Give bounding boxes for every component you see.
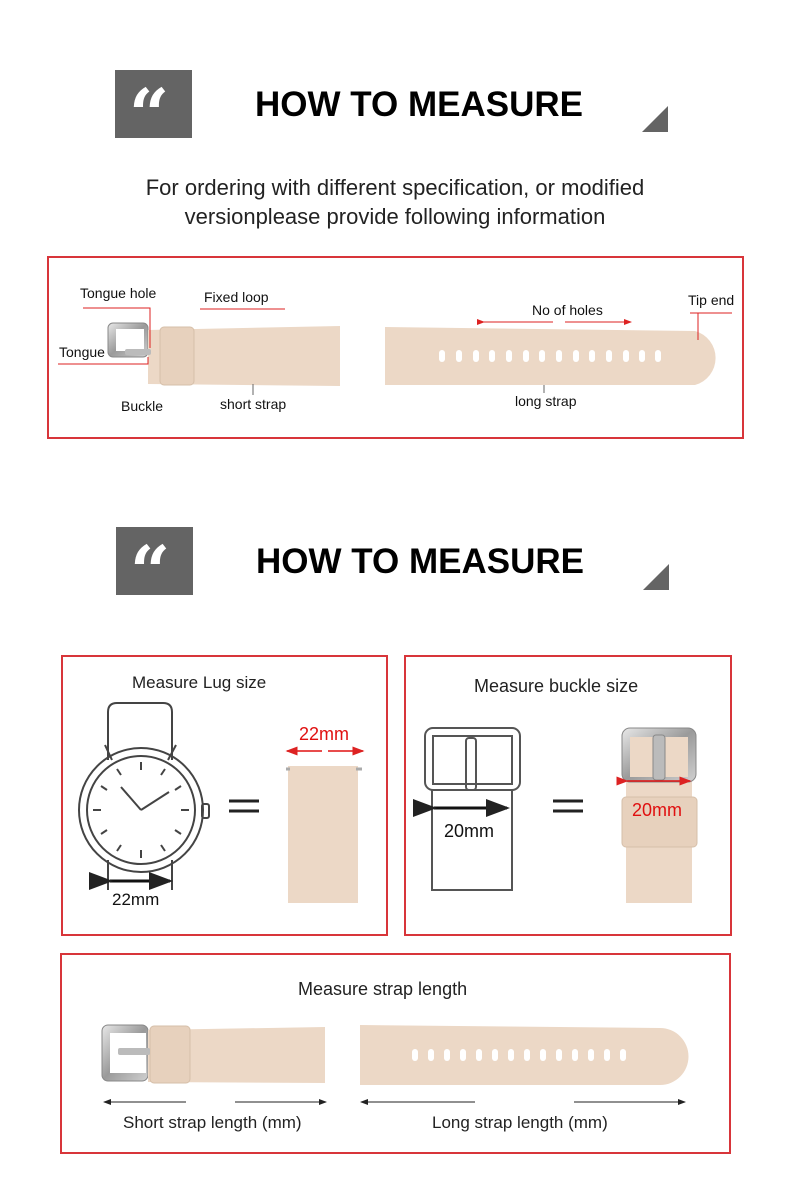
lug-size-box bbox=[61, 655, 388, 936]
watch-width-label: 22mm bbox=[112, 890, 160, 909]
buckle-size-box bbox=[404, 655, 732, 936]
strap-length-title: Measure strap length bbox=[298, 979, 468, 999]
section-title: HOW TO MEASURE bbox=[256, 542, 584, 581]
label-no-of-holes: No of holes bbox=[532, 302, 603, 318]
section-title: HOW TO MEASURE bbox=[255, 85, 583, 124]
label-long-strap: long strap bbox=[515, 393, 577, 409]
buckle-outline-width-label: 20mm bbox=[444, 821, 495, 841]
buckle-title: Measure buckle size bbox=[474, 676, 639, 696]
short-strap-length-label: Short strap length (mm) bbox=[123, 1113, 302, 1132]
quote-icon: “ bbox=[130, 530, 171, 613]
strap-width-label: 22mm bbox=[299, 724, 350, 744]
lug-title: Measure Lug size bbox=[132, 673, 267, 692]
subtitle-line-2: versionplease provide following information bbox=[184, 204, 606, 229]
header-quote-block bbox=[116, 527, 193, 613]
quote-icon: “ bbox=[129, 73, 170, 156]
subtitle-line-1: For ordering with different specification, or modified bbox=[145, 175, 645, 200]
label-buckle: Buckle bbox=[121, 398, 164, 414]
buckle-photo-width-label: 20mm bbox=[632, 800, 683, 820]
label-fixed-loop: Fixed loop bbox=[204, 289, 269, 305]
header-quote-block bbox=[115, 70, 192, 156]
label-tongue-hole: Tongue hole bbox=[80, 285, 157, 301]
corner-triangle bbox=[642, 106, 668, 132]
label-tongue: Tongue bbox=[59, 344, 105, 360]
label-short-strap: short strap bbox=[220, 396, 287, 412]
long-strap-length-label: Long strap length (mm) bbox=[432, 1113, 608, 1132]
corner-triangle bbox=[643, 564, 669, 590]
label-tip-end: Tip end bbox=[688, 292, 735, 308]
